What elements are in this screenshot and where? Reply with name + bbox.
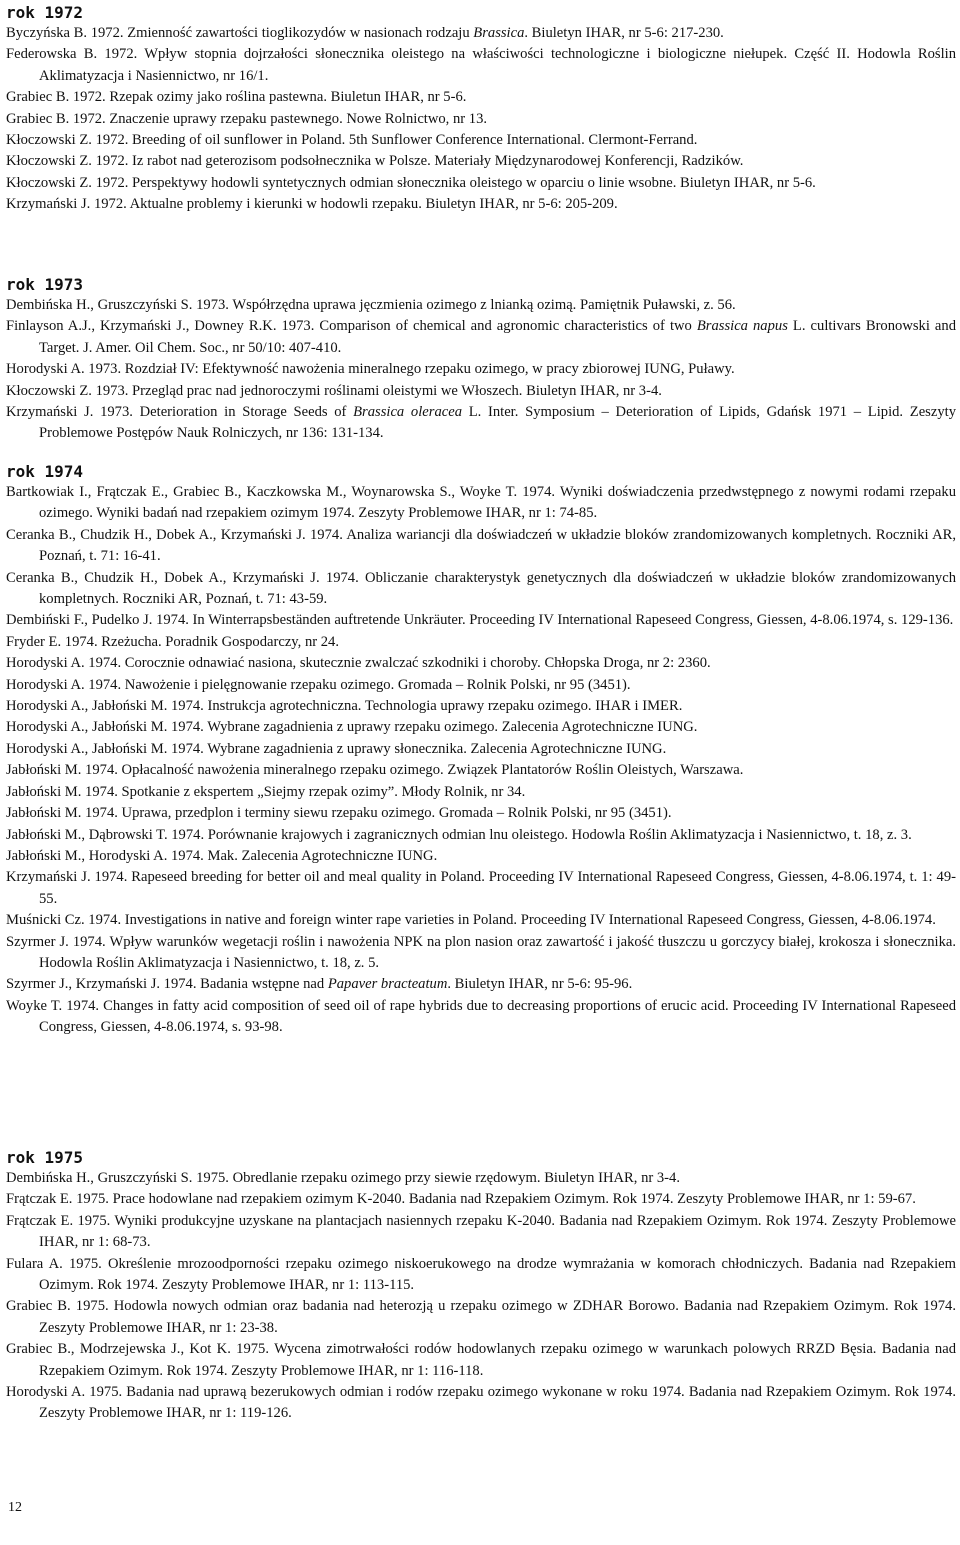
reference-text: Ceranka B., Chudzik H., Dobek A., Krzymański J. 1974. Analiza wariancji dla doświadczeń w układzie bloków zrandomizowanych kompletnych. Roczniki AR, Poznań, t. 71: 16-41.: [6, 526, 956, 565]
species-name: Brassica: [473, 25, 525, 41]
species-name: Brassica oleracea: [353, 404, 462, 421]
reference-text: Kłoczowski Z. 1972. Breeding of oil sunflower in Poland. 5th Sunflower Conference International. Clermont-Ferrand.: [6, 132, 698, 149]
reference-entry: [6, 1254, 956, 1297]
section-1975: [6, 1148, 956, 1425]
reference-entry: [6, 717, 956, 738]
year-heading: rok 1973: [6, 275, 84, 294]
reference-text: Finlayson A.J., Krzymański J., Downey R.K. 1973. Comparison of chemical and agronomic characteristics of two: [6, 318, 697, 335]
reference-entry: [6, 1296, 956, 1339]
reference-text: Grabiec B., Modrzejewska J., Kot K. 1975. Wycena zimotrwałości rodów hodowlanych rzepaku ozimego w warunkach polowych RRZD Bęsia. Badania nad Rzepakiem Ozimym. Rok 1974. Zeszyty Problemowe IHAR, nr 1: 116-118.: [6, 1341, 956, 1379]
reference-text: Ceranka B., Chudzik H., Dobek A., Krzymański J. 1974. Obliczanie charakterystyk genetycznych dla doświadczeń w układzie bloków zrandomizowanych kompletnych. Roczniki AR, Poznań, t. 71: 43-59.: [6, 569, 956, 608]
reference-text: Szyrmer J. 1974. Wpływ warunków wegetacji roślin i nawożenia NPK na plon nasion oraz zawartość i jakość tłuszczu u gorczycy białej, krokosza i słonecznika. Hodowla Roślin Aklimatyzacja i Nasiennictwo, t. 18, z. 5.: [6, 933, 956, 971]
reference-text: Bartkowiak I., Frątczak E., Grabiec B., Kaczkowska M., Woynarowska S., Woyke T. 1974. Wyniki doświadczenia przedwstępnego z nowymi rodami rzepaku ozimego. Wyniki badań nad rzepakiem ozimym 1974. Zeszyty Problemowe IHAR, nr 1: 74-85.: [6, 484, 956, 522]
reference-entry: [6, 867, 956, 910]
reference-entry: [6, 109, 956, 130]
species-name: Papaver bracteatum: [327, 976, 448, 993]
reference-text: Frątczak E. 1975. Wyniki produkcyjne uzyskane na plantacjach nasiennych rzepaku K-2040. Badania nad Rzepakiem Ozimym. Rok 1974. Zeszyty Problemowe IHAR, nr 1: 68-73.: [6, 1212, 956, 1251]
reference-text: Krzymański J. 1973. Deterioration in Storage Seeds of: [6, 404, 354, 421]
reference-entry: [6, 1211, 956, 1254]
reference-entry: [6, 295, 956, 316]
reference-text: Horodyski A. 1973. Rozdział IV: Efektywność nawożenia mineralnego rzepaku ozimego, w pracy zbiorowej IUNG, Puławy.: [6, 361, 735, 378]
reference-entry: [6, 525, 956, 568]
reference-text: Horodyski A. 1974. Corocznie odnawiać nasiona, skutecznie zwalczać szkodniki i choroby. Chłopska Droga, nr 2: 2360.: [6, 655, 711, 672]
reference-text-tail: L. Inter. Symposium – Deterioration of Lipids, Gdańsk 1971 – Lipid. Zeszyty Problemowe Postępów Nauk Rolniczych, nr 136: 131-134.: [39, 404, 956, 442]
reference-entry: [6, 974, 956, 995]
section-1972: [6, 3, 956, 216]
reference-text: Federowska B. 1972. Wpływ stopnia dojrzałości słonecznika oleistego na właściwości technologiczne i biologiczne niełupek. Część II. Hodowla Roślin Aklimatyzacja i Nasiennictwo, nr 16/1.: [6, 46, 956, 84]
reference-entry: [6, 910, 956, 931]
year-heading: rok 1974: [6, 462, 84, 481]
reference-entry: [6, 610, 956, 631]
reference-entry: [6, 194, 956, 215]
reference-entry: [6, 1339, 956, 1382]
reference-entry: [6, 760, 956, 781]
reference-entry: [6, 1382, 956, 1425]
reference-text: Jabłoński M. 1974. Uprawa, przedplon i terminy siewu rzepaku ozimego. Gromada – Rolnik Polski, nr 95 (3451).: [6, 805, 672, 822]
reference-text: Jabłoński M. 1974. Spotkanie z ekspertem „Siejmy rzepak ozimy”. Młody Rolnik, nr 34.: [6, 783, 526, 800]
reference-text: Dembiński F., Pudelko J. 1974. In Winterrapsbeständen auftretende Unkräuter. Proceeding IV International Rapeseed Congress, Giessen, 4-8.06.1974, s. 129-136.: [6, 612, 954, 629]
reference-entry: [6, 1189, 956, 1210]
reference-entry: [6, 996, 956, 1039]
reference-entry: [6, 1168, 956, 1189]
reference-text: Grabiec B. 1972. Rzepak ozimy jako roślina pastewna. Biuletun IHAR, nr 5-6.: [6, 89, 467, 106]
reference-entry: [6, 130, 956, 151]
reference-entry: [6, 632, 956, 653]
species-name: Brassica napus: [696, 318, 788, 335]
reference-entry: [6, 803, 956, 824]
reference-entry: [6, 846, 956, 867]
reference-entry: [6, 568, 956, 611]
reference-text: Jabłoński M., Dąbrowski T. 1974. Porównanie krajowych i zagranicznych odmian lnu oleistego. Hodowla Roślin Aklimatyzacja i Nasiennictwo, t. 18, z. 3.: [6, 826, 912, 843]
year-heading: rok 1975: [6, 1148, 84, 1167]
reference-text: Woyke T. 1974. Changes in fatty acid composition of seed oil of rape hybrids due to decreasing proportions of erucic acid. Proceeding IV International Rapeseed Congress, Giessen, 4-8.06.1974, s. 93-98.: [6, 997, 956, 1036]
section-1974: [6, 462, 956, 1039]
reference-entry: [6, 44, 956, 87]
reference-text-tail: L. cultivars Bronowski and Target. J. Amer. Oil Chem. Soc., nr 50/10: 407-410.: [39, 318, 957, 356]
section-1973: [6, 275, 956, 445]
page-number: 12: [8, 1500, 22, 1515]
reference-text: Muśnicki Cz. 1974. Investigations in native and foreign winter rape varieties in Poland. Proceeding IV International Rapeseed Congress, Giessen, 4-8.06.1974.: [6, 912, 936, 929]
reference-text: Krzymański J. 1972. Aktualne problemy i kierunki w hodowli rzepaku. Biuletyn IHAR, nr 5-6: 205-209.: [6, 196, 618, 213]
reference-text: Horodyski A. 1974. Nawożenie i pielęgnowanie rzepaku ozimego. Gromada – Rolnik Polski, nr 95 (3451).: [6, 676, 631, 693]
reference-entry: [6, 402, 956, 445]
reference-entry: [6, 316, 956, 359]
reference-entry: [6, 23, 956, 44]
reference-text: Kłoczowski Z. 1972. Iz rabot nad geterozisom podsołnecznika w Polsze. Materiały Międzynarodowej Konferencji, Radzików.: [6, 153, 744, 170]
reference-text: Byczyńska B. 1972. Zmienność zawartości tioglikozydów w nasionach rodzaju: [6, 25, 474, 41]
reference-entry: [6, 359, 956, 380]
reference-entry: [6, 653, 956, 674]
reference-entry: [6, 482, 956, 525]
reference-text: Szyrmer J., Krzymański J. 1974. Badania wstępne nad: [6, 976, 328, 993]
reference-text: Jabłoński M. 1974. Opłacalność nawożenia mineralnego rzepaku ozimego. Związek Plantatorów Roślin Oleistych, Warszawa.: [6, 762, 744, 779]
reference-entry: [6, 782, 956, 803]
reference-text: Dembińska H., Gruszczyński S. 1975. Obredlanie rzepaku ozimego przy siewie rzędowym. Biuletyn IHAR, nr 3-4.: [6, 1170, 680, 1186]
reference-text: Fulara A. 1975. Określenie mrozoodporności rzepaku ozimego niskoerukowego na drodze wymrażania w komorach chłodniczych. Badania nad Rzepakiem Ozimym. Rok 1974. Zeszyty Problemowe IHAR, nr 1: 113-115.: [6, 1255, 956, 1294]
reference-text-tail: . Biuletyn IHAR, nr 5-6: 95-96.: [447, 976, 633, 993]
reference-text: Horodyski A., Jabłoński M. 1974. Wybrane zagadnienia z uprawy słonecznika. Zalecenia Agrotechniczne IUNG.: [6, 740, 667, 757]
reference-text: Kłoczowski Z. 1973. Przegląd prac nad jednoroczymi roślinami oleistymi we Włoszech. Biuletyn IHAR, nr 3-4.: [6, 382, 662, 399]
reference-entry: [6, 173, 956, 194]
reference-entry: [6, 696, 956, 717]
reference-text: Frątczak E. 1975. Prace hodowlane nad rzepakiem ozimym K-2040. Badania nad Rzepakiem Ozimym. Rok 1974. Zeszyty Problemowe IHAR, nr 1: 59-67.: [6, 1191, 916, 1208]
year-heading: rok 1972: [6, 3, 84, 22]
reference-entry: [6, 151, 956, 172]
reference-text-tail: . Biuletyn IHAR, nr 5-6: 217-230.: [524, 25, 724, 41]
reference-entry: [6, 381, 956, 402]
reference-text: Krzymański J. 1974. Rapeseed breeding for better oil and meal quality in Poland. Proceeding IV International Rapeseed Congress, Giessen, 4-8.06.1974, t. 1: 49-55.: [6, 869, 956, 907]
reference-entry: [6, 932, 956, 975]
reference-entry: [6, 675, 956, 696]
reference-text: Fryder E. 1974. Rzeżucha. Poradnik Gospodarczy, nr 24.: [6, 633, 339, 650]
reference-text: Grabiec B. 1972. Znaczenie uprawy rzepaku pastewnego. Nowe Rolnictwo, nr 13.: [6, 110, 488, 127]
reference-text: Horodyski A., Jabłoński M. 1974. Instrukcja agrotechniczna. Technologia uprawy rzepaku ozimego. IHAR i IMER.: [6, 698, 683, 715]
reference-text: Kłoczowski Z. 1972. Perspektywy hodowli syntetycznych odmian słonecznika oleistego w oparciu o linie wsobne. Biuletyn IHAR, nr 5-6.: [6, 174, 816, 191]
reference-text: Jabłoński M., Horodyski A. 1974. Mak. Zalecenia Agrotechniczne IUNG.: [6, 847, 438, 864]
reference-text: Horodyski A. 1975. Badania nad uprawą bezerukowych odmian i rodów rzepaku ozimego wykonane w roku 1974. Badania nad Rzepakiem Ozimym. Rok 1974. Zeszyty Problemowe IHAR, nr 1: 119-126.: [6, 1384, 956, 1422]
reference-entry: [6, 87, 956, 108]
reference-entry: [6, 739, 956, 760]
reference-text: Horodyski A., Jabłoński M. 1974. Wybrane zagadnienia z uprawy rzepaku ozimego. Zalecenia Agrotechniczne IUNG.: [6, 719, 698, 736]
reference-text: Grabiec B. 1975. Hodowla nowych odmian oraz badania nad heterozją u rzepaku ozimego w ZDHAR Borowo. Badania nad Rzepakiem Ozimym. Rok 1974. Zeszyty Problemowe IHAR, nr 1: 23-38.: [6, 1298, 956, 1336]
reference-text: Dembińska H., Gruszczyński S. 1973. Współrzędna uprawa jęczmienia ozimego z lnianką ozimą. Pamiętnik Puławski, z. 56.: [6, 297, 736, 313]
reference-entry: [6, 825, 956, 846]
